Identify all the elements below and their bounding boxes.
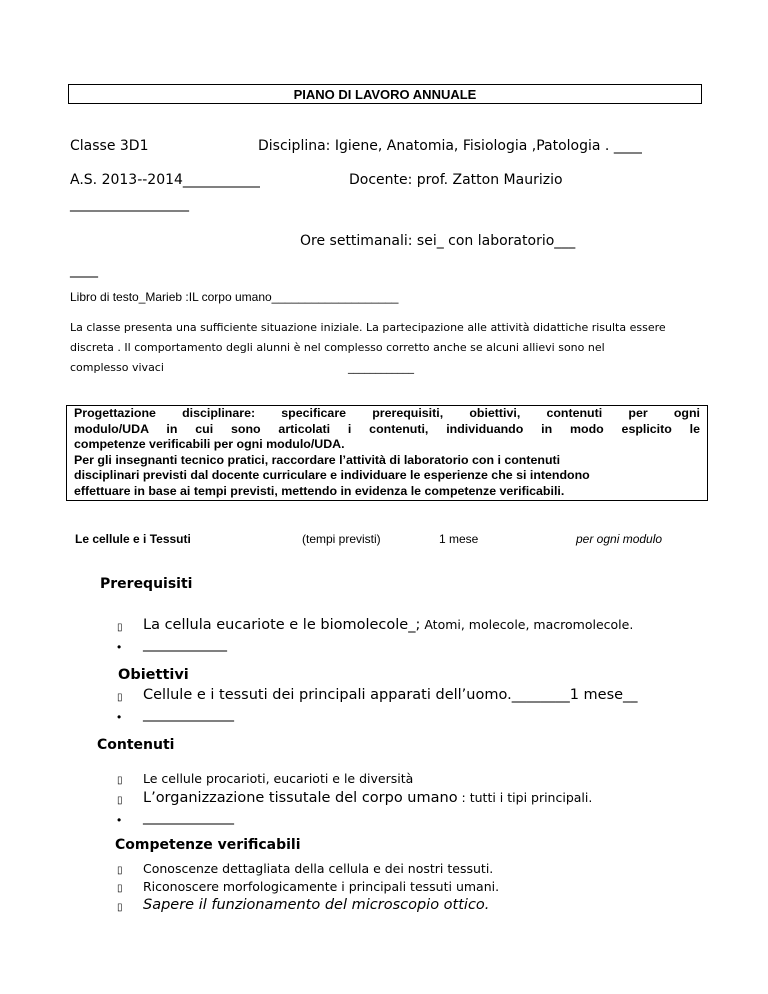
prerequisiti-heading: Prerequisiti bbox=[100, 576, 193, 592]
tempi-previsti-label: (tempi previsti) bbox=[302, 532, 381, 546]
missing-glyph-icon: ▯ bbox=[117, 902, 123, 913]
prerequisiti-item-1-detail: Atomi, molecole, macromolecole. bbox=[420, 617, 634, 632]
contenuti-item-2 bbox=[143, 790, 592, 806]
progettazione-line-6: effettuare in base ai tempi previsti, mettendo in evidenza le competenze verificabili. bbox=[74, 483, 565, 498]
progettazione-line-4: Per gli insegnanti tecnico pratici, raccordare l’attività di laboratorio con i contenuti bbox=[74, 452, 561, 467]
blank-line: _________________ bbox=[70, 196, 189, 212]
competenze-item-1: Conoscenze dettagliata della cellula e dei nostri tessuti. bbox=[143, 861, 494, 876]
ore-settimanali: Ore settimanali: sei_ con laboratorio___ bbox=[300, 233, 576, 249]
obiettivi-heading: Obiettivi bbox=[118, 667, 189, 683]
progettazione-box bbox=[66, 405, 708, 501]
bullet-icon: • bbox=[117, 813, 122, 827]
competenze-item-2: Riconoscere morfologicamente i principali tessuti umani. bbox=[143, 879, 500, 894]
bullet-icon: • bbox=[117, 640, 122, 654]
bullet-icon: • bbox=[117, 710, 122, 724]
intro-line-3-blank: ____________ bbox=[348, 361, 414, 374]
progettazione-line-2: modulo/UDA in cui sono articolati i contenuti, individuando in modo esplicito le bbox=[74, 421, 700, 436]
contenuti-item-2-main: L’organizzazione tissutale del corpo umano bbox=[143, 790, 458, 806]
disciplina-label: Disciplina: Igiene, Anatomia, Fisiologia ,Patologia . ____ bbox=[258, 138, 642, 154]
missing-glyph-icon: ▯ bbox=[117, 883, 123, 894]
contenuti-heading: Contenuti bbox=[97, 737, 175, 753]
missing-glyph-icon: ▯ bbox=[117, 622, 123, 633]
missing-glyph-icon: ▯ bbox=[117, 775, 123, 786]
intro-line-3-text: complesso vivaci bbox=[70, 361, 164, 374]
page-title: PIANO DI LAVORO ANNUALE bbox=[68, 84, 702, 104]
obiettivi-item-2: _____________ bbox=[143, 706, 234, 722]
missing-glyph-icon: ▯ bbox=[117, 795, 123, 806]
intro-line-1: La classe presenta una sufficiente situazione iniziale. La partecipazione alle attività didattiche risulta essere bbox=[70, 321, 666, 334]
tempi-previsti-value: 1 mese bbox=[439, 532, 479, 546]
competenze-item-3: Sapere il funzionamento del microscopio ottico. bbox=[143, 897, 490, 913]
anno-scolastico: A.S. 2013--2014___________ bbox=[70, 172, 260, 188]
contenuti-item-1: Le cellule procarioti, eucarioti e le diversità bbox=[143, 771, 414, 786]
progettazione-line-5: disciplinari previsti dal docente curriculare e individuare le esperienze che si intendono bbox=[74, 468, 590, 482]
prerequisiti-item-1 bbox=[143, 617, 633, 633]
docente-label: Docente: prof. Zatton Maurizio bbox=[349, 172, 563, 188]
progettazione-line-3: competenze verificabili per ogni modulo/UDA. bbox=[74, 437, 345, 451]
module-name: Le cellule e i Tessuti bbox=[75, 532, 191, 546]
missing-glyph-icon: ▯ bbox=[117, 692, 123, 703]
intro-line-2: discreta . Il comportamento degli alunni è nel complesso corretto anche se alcuni allievi sono nel bbox=[70, 341, 605, 354]
intro-line-3 bbox=[70, 358, 720, 378]
classe-label: Classe 3D1 bbox=[70, 138, 149, 154]
contenuti-item-3: _____________ bbox=[143, 809, 234, 825]
contenuti-item-2-detail: : tutti i tipi principali. bbox=[457, 790, 593, 805]
missing-glyph-icon: ▯ bbox=[117, 865, 123, 876]
libro-di-testo: Libro di testo_Marieb :IL corpo umano___________________ bbox=[70, 290, 399, 304]
competenze-heading: Competenze verificabili bbox=[115, 837, 301, 853]
progettazione-line-1: Progettazione disciplinare: specificare prerequisiti, obiettivi, contenuti per ogni bbox=[74, 406, 700, 420]
short-blank: ____ bbox=[70, 262, 98, 278]
obiettivi-item-1: Cellule e i tessuti dei principali apparati dell’uomo.________1 mese__ bbox=[143, 687, 638, 703]
prerequisiti-item-2: ____________ bbox=[143, 636, 227, 652]
prerequisiti-item-1-main: La cellula eucariote e le biomolecole_; bbox=[143, 617, 421, 633]
per-ogni-modulo: per ogni modulo bbox=[576, 532, 663, 546]
